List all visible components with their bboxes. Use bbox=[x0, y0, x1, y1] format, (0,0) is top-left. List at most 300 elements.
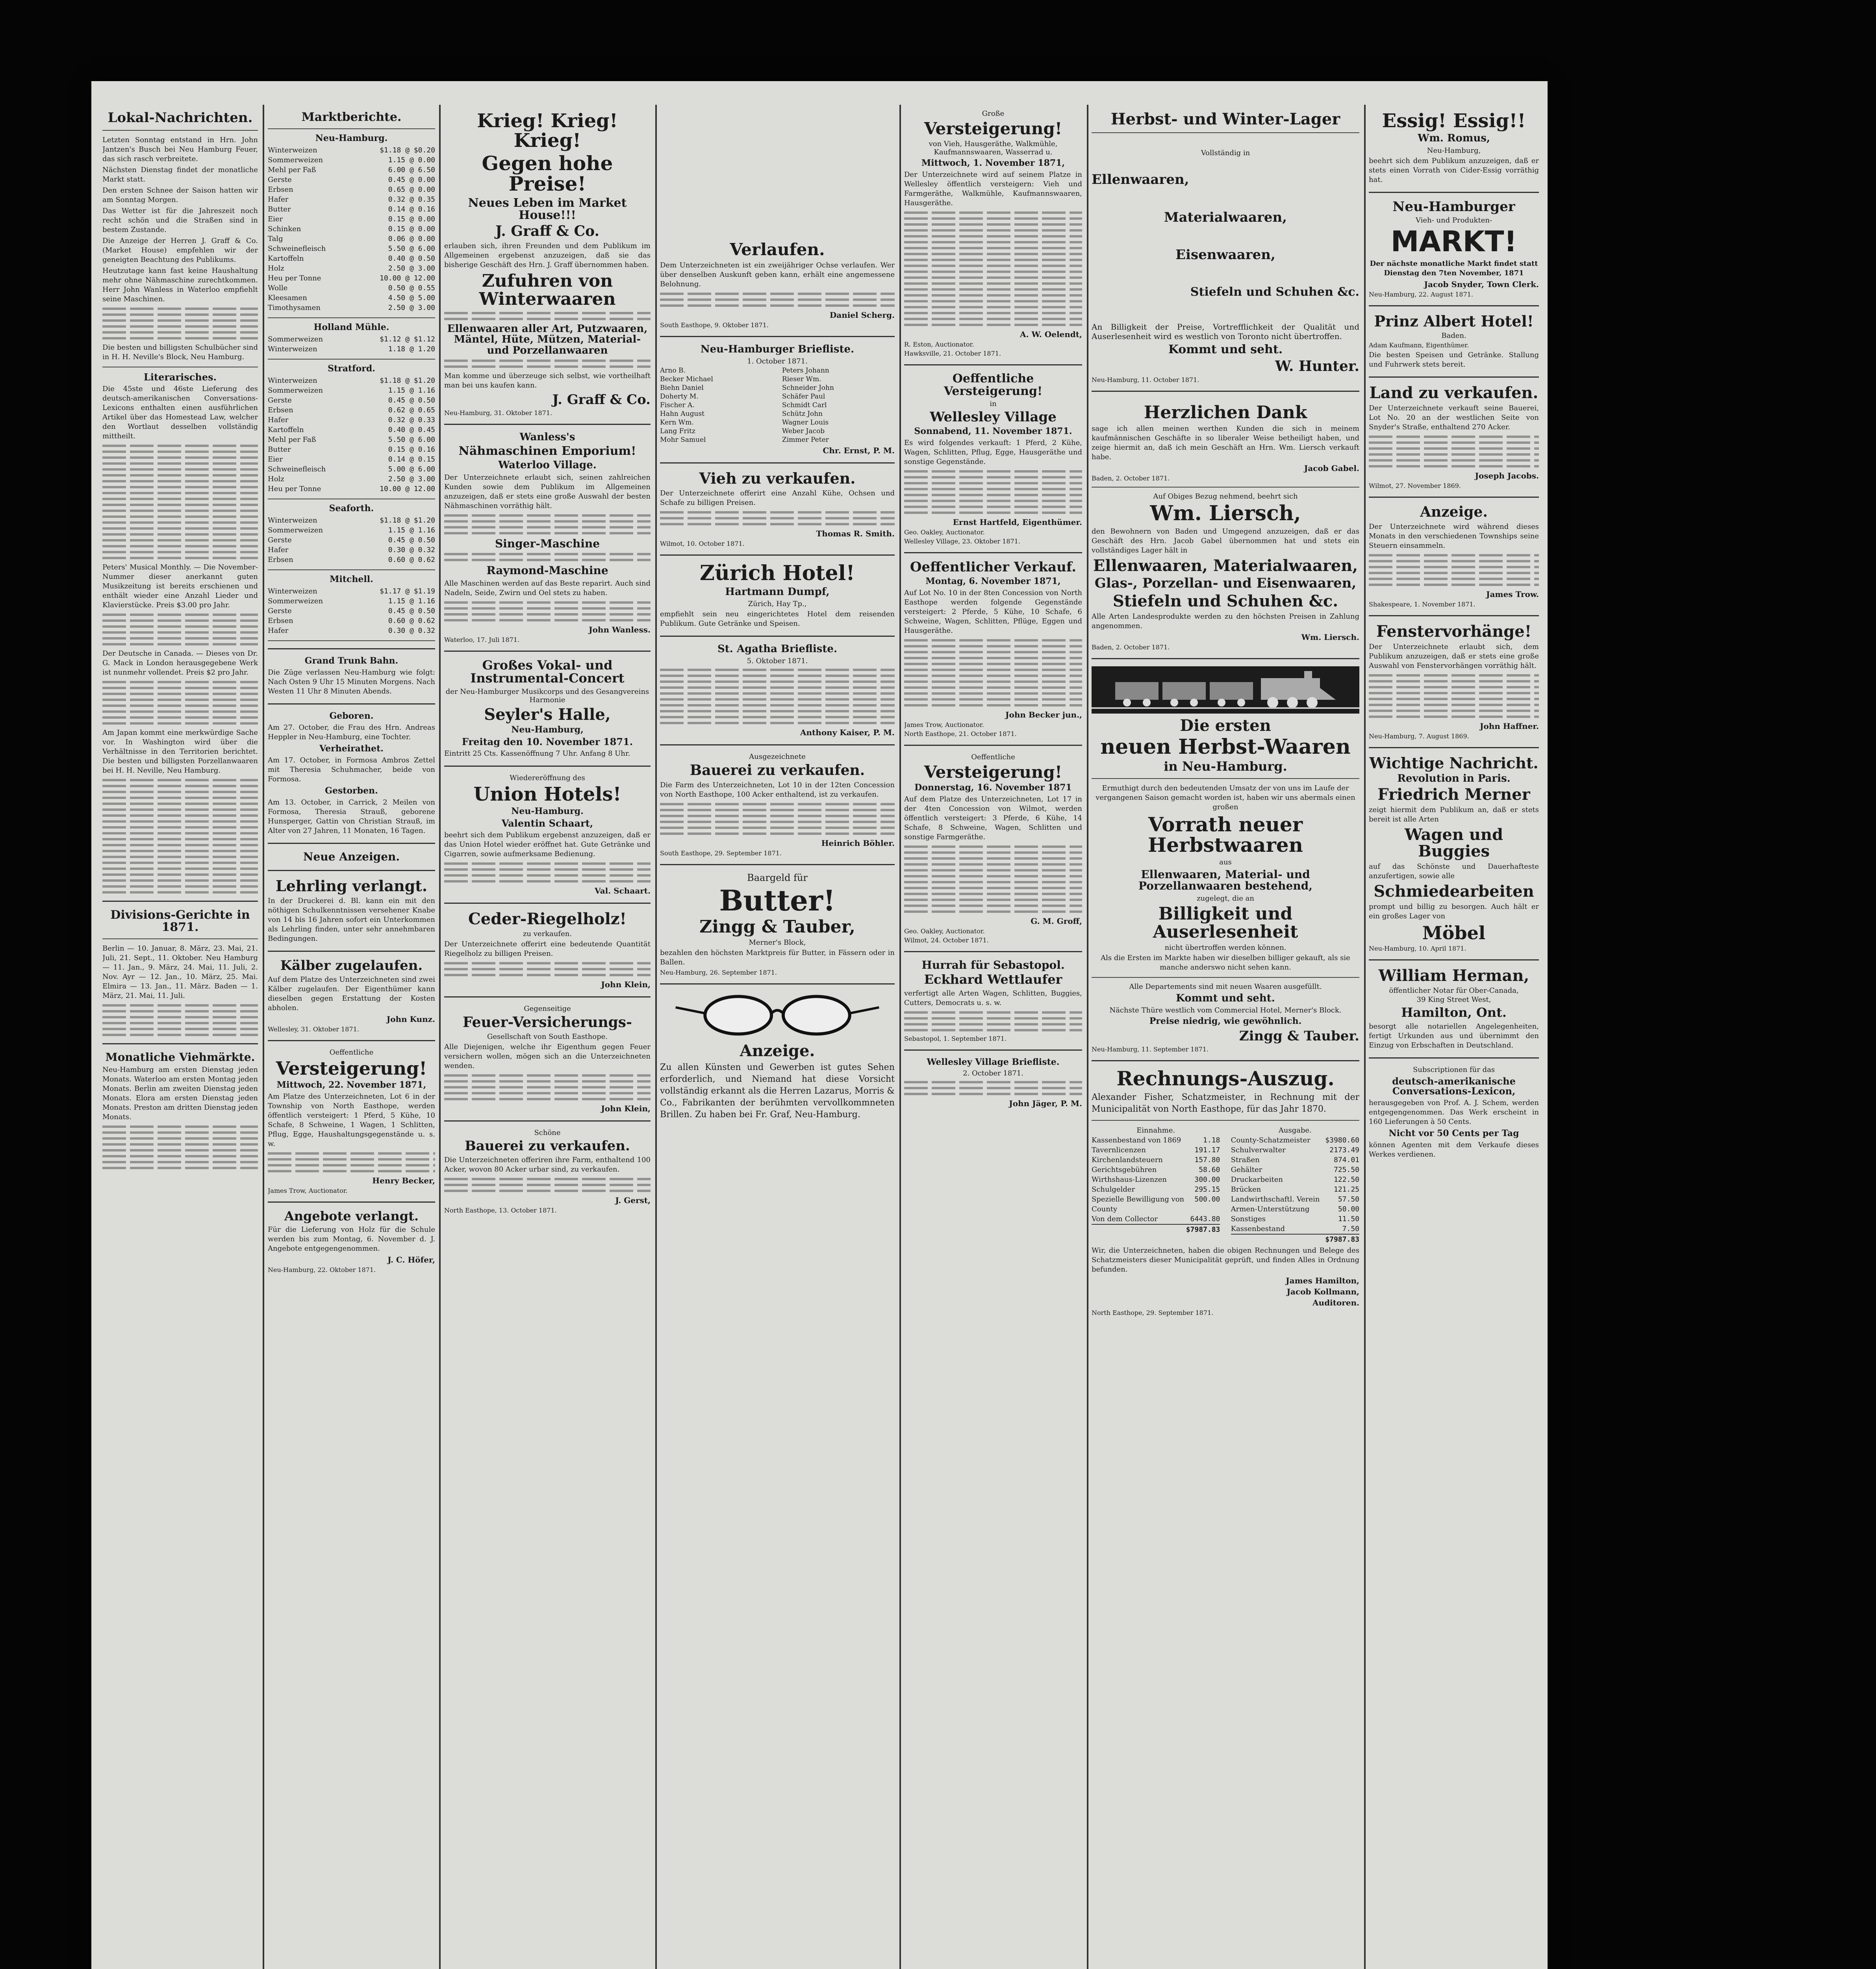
news-text: Am Japan kommt eine merkwürdige Sache vor. In Washington wird über die Verhältnisse in den Territorien berichtet. Die besten und billigsten Porzellanwaaren bei H. H. Neville, Neu Hamburg. bbox=[102, 728, 258, 775]
letter-name: Schneider John bbox=[782, 384, 834, 392]
wanless-title: Wanless's bbox=[519, 431, 575, 443]
expense-item: Brücken bbox=[1231, 1185, 1261, 1194]
expense-row bbox=[1231, 1204, 1359, 1214]
income-amount: 295.15 bbox=[1194, 1185, 1220, 1194]
herman-address: 39 King Street West, bbox=[1416, 996, 1491, 1004]
notice2-signature: James Trow. bbox=[1486, 589, 1539, 599]
column-verlaufen bbox=[660, 109, 895, 1969]
market-price: 2.50 @ 3.00 bbox=[388, 303, 435, 312]
lexicon-pre: Subscriptionen für das bbox=[1413, 1065, 1495, 1074]
market-title: MARKT! bbox=[1390, 225, 1517, 258]
accounts-note: Wir, die Unterzeichneten, haben die obigen Rechnungen und Belege des Schatzmeisters dieser Municipalität geprüft, und finden Alles in Ordnung befunden. bbox=[1092, 1246, 1359, 1274]
big-auction-subtitle: von Vieh, Hausgeräthe, Walkmühle, Kaufmannswaaren, Wasserrad u. bbox=[929, 140, 1058, 157]
section-title-literary: Literarisches. bbox=[143, 371, 217, 383]
letters-date: 1. October 1871. bbox=[747, 357, 808, 366]
fire-subtitle: Gesellschaft von South Easthope. bbox=[487, 1032, 608, 1041]
died-text: Am 13. October, in Carrick, 2 Meilen von Formosa, Theresia Strauß, geborene Hunsperger, Gattin von Christian Strauß, im Alter von 27 Jahren, 11 Monaten, 16 Tagen. bbox=[268, 798, 435, 835]
zurich-title: Zürich Hotel! bbox=[700, 561, 855, 586]
market-town: Holland Mühle. bbox=[313, 322, 389, 332]
letter-name: Kern Wm. bbox=[660, 419, 694, 427]
expense-item: Kassenbestand bbox=[1231, 1224, 1285, 1233]
market-commodity: Eier bbox=[268, 215, 283, 223]
farm2-pre: Ausgezeichnete bbox=[749, 753, 806, 761]
auction2-auctioneer: Geo. Oakley, Auctionator. bbox=[904, 927, 985, 935]
wanless-date: Waterloo, 17. Juli 1871. bbox=[444, 636, 520, 643]
market-row bbox=[268, 204, 435, 214]
public-sale-signature: John Becker jun., bbox=[1005, 710, 1082, 719]
column-rule bbox=[655, 105, 657, 1969]
market-price: 0.40 @ 0.50 bbox=[388, 254, 435, 263]
market-row bbox=[268, 395, 435, 405]
letters-title: Neu-Hamburger Briefliste. bbox=[700, 343, 855, 356]
merner-text: zeigt hiermit dem Publikum an, daß er stets bereit ist alle Arten bbox=[1369, 805, 1539, 823]
income-amount: 1.18 bbox=[1203, 1136, 1220, 1144]
income-column bbox=[1092, 1125, 1220, 1244]
market-commodity: Gerste bbox=[268, 606, 292, 615]
expense-total: $7987.83 bbox=[1231, 1234, 1359, 1244]
market-commodity: Sommerweizen bbox=[268, 156, 323, 164]
herbst-item: Eisenwaaren, bbox=[1175, 247, 1275, 263]
market-price: 6.00 @ 6.50 bbox=[388, 165, 435, 174]
market-price: 0.60 @ 0.62 bbox=[388, 555, 435, 564]
eckhard-date: Sebastopol, 1. September 1871. bbox=[904, 1035, 1007, 1042]
market-price: 0.30 @ 0.32 bbox=[388, 545, 435, 554]
public-sale-text: Auf Lot No. 10 in der 8ten Concession von North Easthope werden folgende Gegenstände versteigert: 2 Pferde, 5 Kühe, 10 Schafe, 6 Schweine, Wagen, Schlitten, Pflüge, Eggen und Hausgeräthe. bbox=[904, 588, 1082, 635]
public-sale-title: Oeffentlicher Verkauf. bbox=[910, 559, 1077, 575]
market-price: 10.00 @ 12.00 bbox=[380, 274, 435, 282]
market-price: 2.50 @ 3.00 bbox=[388, 475, 435, 483]
accounts-subtitle: Alexander Fisher, Schatzmeister, in Rechnung mit der Municipalität von North Easthope, für das Jahr 1870. bbox=[1092, 1092, 1359, 1114]
market-commodity: Sommerweizen bbox=[268, 335, 323, 343]
fire-title: Feuer-Versicherungs- bbox=[463, 1014, 632, 1031]
apprentice-title: Lehrling verlangt. bbox=[275, 877, 428, 895]
market-price: 0.50 @ 0.55 bbox=[388, 284, 435, 292]
market-row bbox=[268, 234, 435, 244]
notice2-text: Der Unterzeichnete wird während dieses Monats in den verschiedenen Townships seine Steuern einsammeln. bbox=[1369, 522, 1539, 550]
market-row bbox=[268, 515, 435, 525]
accounts-sig-role: Auditoren. bbox=[1312, 1298, 1359, 1307]
public-auction-title: Oeffentliche Versteigerung! bbox=[944, 372, 1043, 398]
market-commodity: Winterweizen bbox=[268, 146, 317, 154]
curtains-text: Der Unterzeichnete erlaubt sich, dem Publikum anzuzeigen, daß er stets eine große Auswahl von Fenstervorhängen vorräthig hält. bbox=[1369, 642, 1539, 670]
merner-text-2: auf das Schönste und Dauerhafteste anzufertigen, sowie alle bbox=[1369, 862, 1539, 880]
news-item: Heutzutage kann fast keine Haushaltung mehr ohne Nähmaschine zurechtkommen. Herr John Wanless in Waterloo empfiehlt seine Maschinen. bbox=[102, 266, 258, 303]
expense-amount: 11.50 bbox=[1338, 1214, 1359, 1223]
market-row bbox=[268, 545, 435, 555]
section-title-local: Lokal-Nachrichten. bbox=[108, 110, 253, 126]
sebastopol-title: Hurrah für Sebastopol. bbox=[921, 958, 1065, 972]
farm2-text: Die Farm des Unterzeichneten, Lot 10 in der 12ten Concession von North Easthope, 100 Acker enthaltend, ist zu verkaufen. bbox=[660, 781, 895, 799]
auction-text: Am Platze des Unterzeichneten, Lot 6 in der Township von North Easthope, werden öffentlich versteigert: 1 Pferd, 5 Kühe, 10 Schafe, 8 Schweine, 1 Wagen, 1 Schlitten, Pflug, Egge, Haushaltungsgegenstände u. s. w. bbox=[268, 1092, 435, 1148]
income-row bbox=[1092, 1185, 1220, 1194]
goods-list: Ellenwaaren aller Art, Putzwaaren, Mäntel, Hüte, Mützen, Material- und Porzellanwaaren bbox=[447, 323, 648, 356]
expense-item: County-Schatzmeister bbox=[1231, 1136, 1311, 1144]
cattle-text: Der Unterzeichnete offerirt eine Anzahl Kühe, Ochsen und Schafe zu billigen Preisen. bbox=[660, 489, 895, 507]
letter-name: Biehn Daniel bbox=[660, 384, 704, 392]
vinegar-town: Neu-Hamburg, bbox=[1427, 146, 1481, 155]
prinz-town: Baden. bbox=[1441, 331, 1466, 340]
vinegar-text: beehrt sich dem Publikum anzuzeigen, daß er stets einen Vorrath von Cider-Essig vorräthig hat. bbox=[1369, 156, 1539, 184]
wanless-text-2: Alle Maschinen werden auf das Beste reparirt. Auch sind Nadeln, Seide, Zwirn und Oel stets zu haben. bbox=[444, 579, 651, 597]
market-row bbox=[268, 425, 435, 435]
wanless-signature: John Wanless. bbox=[589, 625, 651, 634]
graff-name: J. Graff & Co. bbox=[495, 222, 600, 239]
section-title-monthly: Monatliche Viehmärkte. bbox=[105, 1050, 255, 1064]
news-item: Den ersten Schnee der Saison hatten wir am Sonntag Morgen. bbox=[102, 186, 258, 204]
market-price: 0.14 @ 0.16 bbox=[388, 205, 435, 213]
income-item: Tavernlicenzen bbox=[1092, 1146, 1146, 1154]
market-price: 0.15 @ 0.00 bbox=[388, 224, 435, 233]
farm-title: Bauerei zu verkaufen. bbox=[465, 1138, 630, 1154]
letter-name: Zimmer Peter bbox=[782, 436, 829, 444]
eckhard-name: Eckhard Wettlaufer bbox=[924, 972, 1062, 987]
market-commodity: Butter bbox=[268, 445, 291, 454]
first-title: Die ersten bbox=[1180, 716, 1271, 735]
encouraged-text: Ermuthigt durch den bedeutenden Umsatz der von uns im Laufe der vergangenen Saison gemacht worden ist, haben wir uns abermals einen großen bbox=[1096, 784, 1355, 811]
market-house-headline: Neues Leben im Market House!!! bbox=[468, 196, 627, 222]
ceder-subtitle: zu verkaufen. bbox=[523, 929, 572, 938]
wanless-place: Waterloo Village. bbox=[498, 459, 597, 471]
letter-name: Hahn August bbox=[660, 410, 704, 418]
market-row bbox=[268, 283, 435, 293]
market-row bbox=[268, 586, 435, 596]
spectacles-icon bbox=[660, 992, 895, 1039]
public-sale-date: Montag, 6. November 1871, bbox=[925, 576, 1061, 586]
news-item: Die besten und billigsten Schulbücher sind in H. H. Neville's Block, Neu Hamburg. bbox=[102, 343, 258, 361]
expense-item: Schulverwalter bbox=[1231, 1146, 1286, 1154]
cheap-title: Billigkeit und Auserlesenheit bbox=[1153, 903, 1298, 942]
column-rule bbox=[1087, 105, 1088, 1969]
market-row bbox=[268, 596, 435, 606]
market-row bbox=[268, 145, 435, 155]
expense-amount: 121.25 bbox=[1333, 1185, 1359, 1194]
market-row bbox=[268, 376, 435, 386]
union-owner: Valentin Schaart, bbox=[501, 817, 593, 829]
hunter-kommt: Kommt und seht. bbox=[1168, 342, 1283, 356]
herman-text: besorgt alle notariellen Angelegenheiten, fertigt Urkunden aus und übernimmt den Einzug von Erbschaften in Deutschland. bbox=[1369, 1022, 1539, 1049]
liersch-name: Wm. Liersch, bbox=[1150, 501, 1301, 526]
union-town: Neu-Hamburg. bbox=[511, 806, 584, 816]
land-signature: Joseph Jacobs. bbox=[1475, 471, 1539, 480]
notice2-date: Shakespeare, 1. November 1871. bbox=[1369, 600, 1476, 608]
letter-name: Schäfer Paul bbox=[782, 393, 825, 401]
column-ads-right bbox=[1369, 109, 1539, 1969]
merner-text-3: prompt und billig zu besorgen. Auch hält er ein großes Lager von bbox=[1369, 902, 1539, 920]
income-row bbox=[1092, 1155, 1220, 1165]
fire-pre: Gegenseitige bbox=[524, 1004, 571, 1013]
income-amount: 191.17 bbox=[1194, 1146, 1220, 1154]
market-row bbox=[268, 405, 435, 415]
market-row bbox=[268, 525, 435, 535]
market-price: $1.18 @ $1.20 bbox=[380, 516, 435, 525]
market-price: 2.50 @ 3.00 bbox=[388, 264, 435, 273]
herbst-item: Stiefeln und Schuhen &c. bbox=[1190, 285, 1359, 299]
smith-title: Schmiedearbeiten bbox=[1374, 882, 1534, 901]
farm2-title: Bauerei zu verkaufen. bbox=[690, 762, 865, 779]
market-commodity: Schweinefleisch bbox=[268, 465, 326, 473]
market-town: Seaforth. bbox=[329, 503, 374, 514]
market-commodity: Winterweizen bbox=[268, 587, 317, 595]
market-commodity: Winterweizen bbox=[268, 516, 317, 525]
raymond-machine: Raymond-Maschine bbox=[486, 564, 608, 577]
market-commodity: Mehl per Faß bbox=[268, 435, 316, 444]
market-price: 0.15 @ 0.16 bbox=[388, 445, 435, 454]
market-row bbox=[268, 273, 435, 283]
market-row bbox=[268, 386, 435, 395]
expense-item: Sonstiges bbox=[1231, 1214, 1266, 1223]
income-row bbox=[1092, 1175, 1220, 1185]
cattle-title: Vieh zu verkaufen. bbox=[699, 469, 856, 488]
column-rule bbox=[263, 105, 264, 1969]
market-price: $1.18 @ $0.20 bbox=[380, 146, 435, 154]
income-row bbox=[1092, 1135, 1220, 1145]
market-date: Neu-Hamburg, 22. August 1871. bbox=[1369, 290, 1473, 298]
wanless-subtitle: Nähmaschinen Emporium! bbox=[458, 444, 636, 458]
income-row bbox=[1092, 1145, 1220, 1155]
ceder-text: Der Unterzeichnete offerirt eine bedeutende Quantität Riegelholz zu billigen Preisen. bbox=[444, 940, 651, 958]
market-commodity: Gerste bbox=[268, 536, 292, 544]
calves-title: Kälber zugelaufen. bbox=[280, 957, 423, 973]
market-row bbox=[268, 616, 435, 626]
income-row bbox=[1092, 1194, 1220, 1214]
hunter-text: An Billigkeit der Preise, Vortrefflichkeit der Qualität und Auserlesenheit wird es westlich von Toronto nicht übertroffen. bbox=[1092, 322, 1359, 341]
fire-signature: John Klein, bbox=[601, 1103, 651, 1113]
farm2-signature: Heinrich Böhler. bbox=[821, 838, 895, 848]
market-row bbox=[268, 606, 435, 616]
market-price: 1.18 @ 1.20 bbox=[388, 345, 435, 353]
market-town: Mitchell. bbox=[330, 574, 373, 584]
furniture-title: Möbel bbox=[1422, 922, 1486, 944]
section-title-divisions: Divisions-Gerichte in 1871. bbox=[110, 908, 250, 934]
market-commodity: Erbsen bbox=[268, 616, 293, 625]
graff-text: erlauben sich, ihren Freunden und dem Publikum im Allgemeinen ergebenst anzuzeigen, daß sie das bisherige Geschäft des Hrn. J. Graff übernommen haben. bbox=[444, 241, 651, 269]
expense-row bbox=[1231, 1145, 1359, 1155]
expense-row bbox=[1231, 1214, 1359, 1224]
expense-row bbox=[1231, 1165, 1359, 1175]
column-rule bbox=[439, 105, 441, 1969]
income-total: $7987.83 bbox=[1092, 1224, 1220, 1235]
market-row bbox=[268, 244, 435, 254]
letter-name: Schütz John bbox=[782, 410, 823, 418]
letter-name: Becker Michael bbox=[660, 375, 713, 384]
prinz-text: Die besten Speisen und Getränke. Stallung und Fuhrwerk stets bereit. bbox=[1369, 350, 1539, 369]
income-amount: 6443.80 bbox=[1190, 1214, 1220, 1223]
expense-amount: $3980.60 bbox=[1325, 1136, 1359, 1144]
letter-name: Mohr Samuel bbox=[660, 436, 706, 444]
vinegar-owner: Wm. Romus, bbox=[1418, 132, 1490, 145]
auction2-text: Auf dem Platze des Unterzeichneten, Lot 17 in der 4ten Concession von Wilmot, werden öffentlich versteigert: 3 Pferde, 6 Kühe, 14 Schafe, 8 Schweine, Wagen, Schlitten und sonstige Farmgeräthe. bbox=[904, 795, 1082, 841]
market-price: 0.65 @ 0.00 bbox=[388, 185, 435, 194]
curtains-date: Neu-Hamburg, 7. August 1869. bbox=[1369, 732, 1469, 740]
prinz-title: Prinz Albert Hotel! bbox=[1374, 312, 1534, 330]
winterwaren-headline: Zufuhren von Winterwaaren bbox=[479, 271, 616, 309]
market-commodity: Erbsen bbox=[268, 555, 293, 564]
zurich-owner: Hartmann Dumpf, bbox=[725, 586, 830, 598]
market-price: 0.32 @ 0.33 bbox=[388, 415, 435, 424]
expense-amount: 122.50 bbox=[1333, 1175, 1359, 1184]
calves-text: Auf dem Platze des Unterzeichneten sind zwei Kälber zugelaufen. Der Eigenthümer kann dieselben gegen Erstattung der Kosten abholen. bbox=[268, 975, 435, 1012]
auction2-date: Donnerstag, 16. November 1871 bbox=[914, 782, 1072, 793]
market-commodity: Gerste bbox=[268, 396, 292, 404]
market-commodity: Butter bbox=[268, 205, 291, 213]
income-item: Kassenbestand von 1869 bbox=[1092, 1136, 1181, 1144]
stock-goods: Ellenwaaren, Material- und Porzellanwaaren bestehend, bbox=[1138, 868, 1313, 893]
zingg-name: Zingg & Tauber, bbox=[699, 916, 855, 937]
union-text: beehrt sich dem Publikum ergebenst anzuzeigen, daß er das Union Hotel wieder eröffnet hat. Gute Getränke und Cigarren, sowie aufmerksame Bedienung. bbox=[444, 831, 651, 858]
income-amount: 157.80 bbox=[1194, 1155, 1220, 1164]
market-reports bbox=[268, 134, 435, 641]
lost-signature: Daniel Scherg. bbox=[829, 310, 895, 320]
market-pre: Neu-Hamburger bbox=[1392, 198, 1515, 215]
wagons-title: Wagen und Buggies bbox=[1405, 825, 1503, 860]
letter-name: Schmidt Carl bbox=[782, 401, 827, 410]
in-nh: in Neu-Hamburg. bbox=[1164, 759, 1287, 774]
letter-name: Lang Fritz bbox=[660, 427, 695, 436]
newspaper-page bbox=[91, 81, 1548, 1969]
big-auction-signature: A. W. Oelendt, bbox=[1020, 330, 1082, 339]
grand-trunk-title: Grand Trunk Bahn. bbox=[304, 655, 399, 666]
big-auction-date: Mittwoch, 1. November 1871, bbox=[921, 158, 1065, 169]
auction2-date2: Wilmot, 24. October 1871. bbox=[904, 936, 989, 944]
market-price: 1.15 @ 1.16 bbox=[388, 526, 435, 534]
letters-signature: Chr. Ernst, P. M. bbox=[823, 446, 895, 456]
concert-subtitle: der Neu-Hamburger Musikcorps und des Gesangvereins Harmonie bbox=[445, 687, 649, 704]
accounts-sig2: Jacob Kollmann, bbox=[1287, 1287, 1359, 1296]
market-price: 0.06 @ 0.00 bbox=[388, 234, 435, 243]
liersch-text-2: Alle Arten Landesprodukte werden zu den höchsten Preisen in Zahlung angenommen. bbox=[1092, 612, 1359, 630]
column-local-news bbox=[102, 109, 258, 1969]
union-signature: Val. Schaart. bbox=[595, 886, 651, 896]
expense-amount: 7.50 bbox=[1342, 1224, 1359, 1233]
expense-label: Ausgabe. bbox=[1278, 1126, 1312, 1135]
public-auction-signature: Ernst Hartfeld, Eigenthümer. bbox=[953, 517, 1082, 527]
market-price: 5.50 @ 6.00 bbox=[388, 435, 435, 444]
farm2-date: South Easthope, 29. September 1871. bbox=[660, 849, 782, 857]
ceder-signature: John Klein, bbox=[601, 979, 651, 989]
herman-city: Hamilton, Ont. bbox=[1401, 1005, 1507, 1020]
married-title: Verheirathet. bbox=[319, 743, 384, 754]
expense-rows bbox=[1231, 1135, 1359, 1234]
income-item: Gerichtsgebühren bbox=[1092, 1165, 1157, 1174]
cattle-signature: Thomas R. Smith. bbox=[816, 529, 895, 539]
market-price: $1.17 @ $1.19 bbox=[380, 587, 435, 595]
expense-amount: 57.50 bbox=[1338, 1195, 1359, 1203]
train-icon bbox=[1092, 666, 1359, 714]
auction2-title: Versteigerung! bbox=[924, 762, 1062, 782]
market-commodity: Hafer bbox=[268, 415, 289, 424]
thanks-date: Baden, 2. October 1871. bbox=[1092, 475, 1170, 482]
wanless-text: Der Unterzeichnete erlaubt sich, seinen zahlreichen Kunden sowie dem Publikum im Allgemeinen anzuzeigen, daß er stets eine große Auswahl der besten Nähmaschinen vorräthig hält. bbox=[444, 473, 651, 510]
income-row bbox=[1092, 1214, 1220, 1224]
market-commodity: Gerste bbox=[268, 175, 292, 184]
herbst-title: Herbst- und Winter-Lager bbox=[1110, 110, 1340, 128]
land-title: Land zu verkaufen. bbox=[1369, 383, 1539, 402]
market-commodity: Eier bbox=[268, 455, 283, 464]
market-signature: Jacob Snyder, Town Clerk. bbox=[1424, 279, 1539, 289]
expense-amount: 725.50 bbox=[1333, 1165, 1359, 1174]
market-price: 0.45 @ 0.50 bbox=[388, 536, 435, 544]
public-auction-auctioneer: Geo. Oakley, Auctionator. bbox=[904, 528, 985, 536]
income-row bbox=[1092, 1165, 1220, 1175]
market-commodity: Schinken bbox=[268, 224, 301, 233]
expense-item: Landwirthschaftl. Verein bbox=[1231, 1195, 1320, 1203]
deutsche-text: Der Deutsche in Canada. — Dieses von Dr. G. Mack in London herausgegebene Werk ist nunmehr vollendet. Preis $2 pro Jahr. bbox=[102, 649, 258, 677]
letters-column-a bbox=[660, 366, 773, 444]
grand-trunk-text: Die Züge verlassen Neu-Hamburg wie folgt: Nach Osten 9 Uhr 15 Minuten Morgens. Nach Westen 11 Uhr 8 Minuten Abends. bbox=[268, 668, 435, 696]
market-commodity: Talg bbox=[268, 234, 283, 243]
market-commodity: Holz bbox=[268, 264, 284, 273]
public-sale-date2: North Easthope, 21. October 1871. bbox=[904, 730, 1017, 738]
zingg-tauber-signature: Zingg & Tauber. bbox=[1239, 1028, 1359, 1044]
market-row bbox=[268, 474, 435, 484]
accounts-date: North Easthope, 29. September 1871. bbox=[1092, 1309, 1214, 1316]
farm-date: North Easthope, 13. October 1871. bbox=[444, 1207, 557, 1214]
market-town: Neu-Hamburg. bbox=[315, 133, 388, 143]
public-auction-text: Es wird folgendes verkauft: 1 Pferd, 2 Kühe, Wagen, Schlitten, Pflug, Egge, Hausgeräthe und sonstige Gegenstände. bbox=[904, 438, 1082, 466]
herbst-vollst: Vollständig in bbox=[1201, 149, 1250, 157]
herman-title: William Herman, bbox=[1378, 966, 1529, 985]
thanks-signature: Jacob Gabel. bbox=[1304, 464, 1359, 473]
market-row bbox=[268, 214, 435, 224]
expense-row bbox=[1231, 1135, 1359, 1145]
market-price: $1.12 @ $1.12 bbox=[380, 335, 435, 343]
agatha-date: 5. Oktober 1871. bbox=[747, 657, 808, 666]
market-price: 1.15 @ 0.00 bbox=[388, 156, 435, 164]
market-sub: Vieh- und Produkten- bbox=[1415, 216, 1492, 225]
farm-signature: J. Gerst, bbox=[615, 1196, 651, 1205]
column-auctions bbox=[904, 109, 1082, 1969]
expense-amount: 874.01 bbox=[1333, 1155, 1359, 1164]
market-row bbox=[268, 415, 435, 425]
market-price: 1.15 @ 1.16 bbox=[388, 386, 435, 395]
market-price: 10.00 @ 12.00 bbox=[380, 484, 435, 493]
market-row bbox=[268, 484, 435, 494]
letters-column-b bbox=[782, 366, 895, 444]
graff-signature: J. Graff & Co. bbox=[552, 391, 651, 408]
market-commodity: Schweinefleisch bbox=[268, 244, 326, 253]
zingg-subtitle: Merner's Block, bbox=[749, 938, 806, 947]
market-row bbox=[268, 165, 435, 175]
market-commodity: Hafer bbox=[268, 545, 289, 554]
market-price: 0.14 @ 0.15 bbox=[388, 455, 435, 464]
market-commodity: Wolle bbox=[268, 284, 288, 292]
letter-name: Wagner Louis bbox=[782, 419, 829, 427]
singer-machine: Singer-Maschine bbox=[495, 537, 600, 550]
liersch-pre: Auf Obiges Bezug nehmend, beehrt sich bbox=[1153, 492, 1298, 501]
big-auction-text: Der Unterzeichnete wird auf seinem Platze in Wellesley öffentlich versteigern: Vieh und Farmgeräthe, Walkmühle, Kaufmannswaaren, Hausgeräthe. bbox=[904, 171, 1082, 208]
agatha-signature: Anthony Kaiser, P. M. bbox=[800, 728, 895, 738]
column-graff-ads bbox=[444, 109, 651, 1969]
zingg-tauber-date: Neu-Hamburg, 11. September 1871. bbox=[1092, 1046, 1209, 1053]
low-prices: Preise niedrig, wie gewöhnlich. bbox=[1149, 1016, 1302, 1027]
market-price: 0.30 @ 0.32 bbox=[388, 626, 435, 635]
market-commodity: Winterweizen bbox=[268, 345, 317, 353]
income-item: Kirchenlandsteuern bbox=[1092, 1155, 1163, 1164]
zingg-date: Neu-Hamburg, 26. September 1871. bbox=[660, 969, 777, 977]
market-commodity: Mehl per Faß bbox=[268, 165, 316, 174]
come-see: Kommt und seht. bbox=[1176, 992, 1275, 1004]
merner-name: Friedrich Merner bbox=[1377, 785, 1530, 804]
market-row bbox=[268, 445, 435, 454]
market-price: 0.45 @ 0.50 bbox=[388, 606, 435, 615]
lexicon-text-2: können Agenten mit dem Verkaufe dieses Werkes verdienen. bbox=[1369, 1141, 1539, 1159]
apprentice-text: In der Druckerei d. Bl. kann ein mit den nöthigen Schulkenntnissen versehener Knabe von 14 bis 16 Jahren sofort ein Unterkommen als Lehrling finden, unter sehr annehmbaren Bedingungen. bbox=[268, 896, 435, 943]
public-sale-auctioneer: James Trow, Auctionator. bbox=[904, 721, 984, 729]
liersch-signature: Wm. Liersch. bbox=[1301, 632, 1359, 642]
zingg-text: bezahlen den höchsten Marktpreis für Butter, in Fässern oder in Ballen. bbox=[660, 949, 895, 967]
market-price: 0.40 @ 0.45 bbox=[388, 425, 435, 434]
expense-amount: 2173.49 bbox=[1329, 1146, 1359, 1154]
